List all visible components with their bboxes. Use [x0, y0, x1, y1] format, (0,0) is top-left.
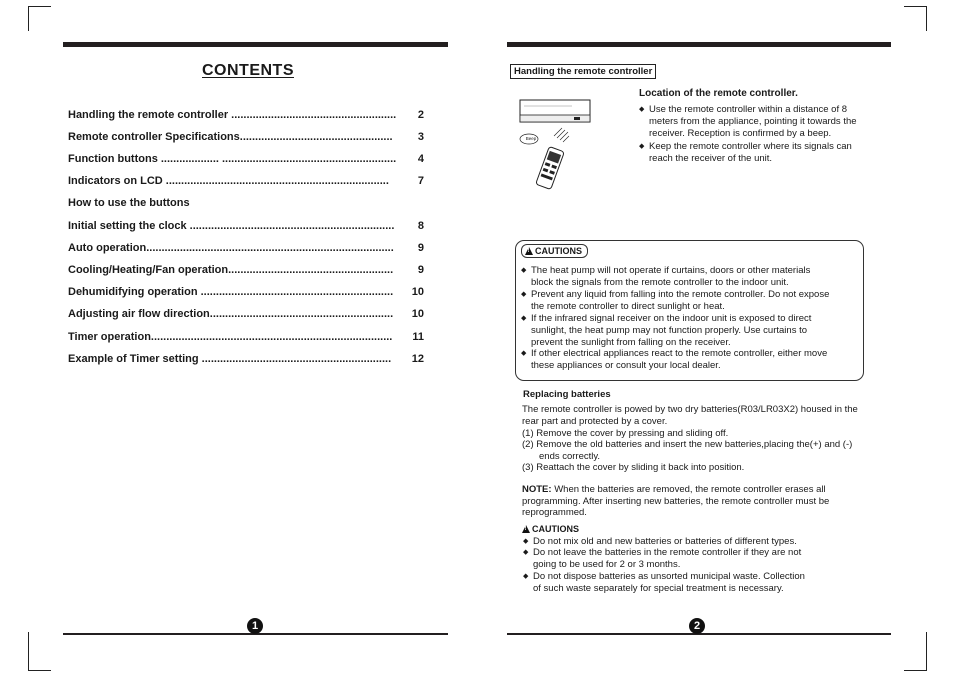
- toc-row: [68, 286, 424, 300]
- replacing-line: rear part and protected by a cover.: [522, 416, 668, 427]
- crop-mark-bottom-right: [904, 632, 927, 671]
- bullet-text: Keep the remote controller where its signals can reach the receiver of the unit.: [649, 141, 852, 164]
- bullet-diamond-icon: ◆: [523, 538, 529, 545]
- bullet-text: If the infrared signal receiver on the indoor unit is exposed to direct sunlight, the heat pump may not function properly. Use curtains to prevent the sunlight from falling on the receiver.: [531, 313, 812, 348]
- page-number-1: 1: [247, 618, 263, 634]
- toc-label: Adjusting air flow direction............................................................: [68, 308, 394, 320]
- bullet-text: The heat pump will not operate if curtains, doors or other materials block the signals from the remote controller to the indoor unit.: [531, 265, 811, 288]
- note-paragraph: [522, 484, 829, 519]
- toc-label: How to use the buttons: [68, 197, 190, 209]
- bullet-item: [639, 104, 899, 139]
- bullet-item: [521, 348, 866, 372]
- toc-row: [68, 109, 424, 123]
- toc-label: Handling the remote controller ......................................................: [68, 109, 397, 121]
- crop-mark-bottom-left: [28, 632, 51, 671]
- beep-label: Beep: [525, 136, 537, 141]
- bullet-diamond-icon: ◆: [521, 350, 527, 357]
- toc-page-number: 10: [406, 286, 424, 298]
- bullet-diamond-icon: ◆: [521, 267, 527, 274]
- signal-rays-icon: [554, 128, 569, 142]
- bullet-item: [521, 265, 866, 289]
- bullet-text: If other electrical appliances react to the remote controller, either move these appliances or consult your local dealer.: [531, 348, 828, 371]
- bullet-diamond-icon: ◆: [521, 291, 527, 298]
- toc-row: [68, 131, 424, 145]
- contents-title: CONTENTS: [202, 62, 294, 79]
- toc-row: [68, 197, 424, 211]
- toc-label: Initial setting the clock ...................................................................: [68, 220, 395, 232]
- page-number-2: 2: [689, 618, 705, 634]
- toc-label: Function buttons ................... .........................................................: [68, 153, 397, 165]
- bullet-diamond-icon: ◆: [639, 106, 645, 113]
- toc-page-number: 4: [412, 153, 424, 165]
- toc-label: Cooling/Heating/Fan operation......................................................: [68, 264, 394, 276]
- bullet-text: Do not dispose batteries as unsorted municipal waste. Collection of such waste separately for special treatment is necessary.: [533, 571, 805, 594]
- note-text-2: programming. After inserting new batteries, the remote controller must be: [522, 495, 830, 507]
- note-label: NOTE:: [522, 484, 552, 495]
- cautions2-heading: [522, 524, 579, 534]
- left-top-bar: [63, 42, 448, 47]
- replacing-line: ends correctly.: [539, 451, 601, 462]
- crop-mark-top-left: [28, 6, 51, 31]
- toc-row: [68, 153, 424, 167]
- crop-mark-top-right: [904, 6, 927, 31]
- bullet-text: Do not mix old and new batteries or batteries of different types.: [533, 536, 797, 547]
- toc-page-number: 2: [412, 109, 424, 121]
- toc-page-number: 8: [412, 220, 424, 232]
- toc-page-number: 9: [412, 264, 424, 276]
- indoor-unit-icon: [520, 100, 590, 122]
- location-heading: Location of the remote controller.: [639, 88, 798, 99]
- bullet-diamond-icon: ◆: [639, 143, 645, 150]
- toc-page-number: 3: [412, 131, 424, 143]
- toc-row: [68, 175, 424, 189]
- toc-row: [68, 264, 424, 278]
- bullet-diamond-icon: ◆: [523, 573, 529, 580]
- toc-row: [68, 353, 424, 367]
- replacing-line: (2) Remove the old batteries and insert the new batteries,placing the(+) and (-): [522, 439, 853, 450]
- toc-page-number: 12: [406, 353, 424, 365]
- warning-icon-2: [522, 525, 530, 533]
- remote-illustration: [512, 96, 602, 196]
- section-tag: Handling the remote controller: [510, 64, 656, 79]
- replacing-line: The remote controller is powed by two dry batteries(R03/LR03X2) housed in the: [522, 404, 858, 415]
- replacing-heading: Replacing batteries: [523, 389, 611, 400]
- bullet-item: [523, 547, 853, 571]
- toc-row: [68, 242, 424, 256]
- toc-label: Auto operation.................................................................................: [68, 242, 394, 254]
- toc-page-number: 7: [412, 175, 424, 187]
- toc-row: [68, 331, 424, 345]
- bullet-item: [639, 141, 899, 165]
- replacing-line: (1) Remove the cover by pressing and sliding off.: [522, 428, 729, 439]
- replacing-line: (3) Reattach the cover by sliding it back into position.: [522, 462, 745, 473]
- toc-page-number: 9: [412, 242, 424, 254]
- bullet-diamond-icon: ◆: [521, 315, 527, 322]
- bullet-item: [521, 313, 866, 348]
- bullet-item: [523, 571, 853, 595]
- toc-page-number: 10: [406, 308, 424, 320]
- toc-label: Indicators on LCD .........................................................................: [68, 175, 389, 187]
- bullet-text: Use the remote controller within a distance of 8 meters from the appliance, pointing it towards the receiver. Reception is confirmed by a beep.: [649, 104, 857, 139]
- bullet-item: [521, 289, 866, 313]
- bullet-diamond-icon: ◆: [523, 549, 529, 556]
- toc-label: Timer operation...............................................................................: [68, 331, 393, 343]
- cautions2-label: CAUTIONS: [532, 524, 579, 534]
- bullet-text: Prevent any liquid from falling into the remote controller. Do not expose the remote controller to direct sunlight or heat.: [531, 289, 830, 312]
- toc-label: Remote controller Specifications..................................................: [68, 131, 393, 143]
- cautions-tag: [521, 244, 588, 258]
- note-text-3: reprogrammed.: [522, 507, 587, 519]
- note-text-1: When the batteries are removed, the remote controller erases all: [551, 484, 826, 495]
- warning-icon: [525, 247, 533, 255]
- toc-row: [68, 220, 424, 234]
- toc-page-number: 11: [406, 331, 424, 343]
- toc-row: [68, 308, 424, 322]
- cautions-label: CAUTIONS: [535, 246, 582, 256]
- right-top-bar: [507, 42, 891, 47]
- remote-controller-icon: [536, 146, 565, 189]
- bullet-text: Do not leave the batteries in the remote controller if they are not going to be used for 2 or 3 months.: [533, 547, 802, 570]
- toc-label: Dehumidifying operation ...............................................................: [68, 286, 394, 298]
- toc-label: Example of Timer setting ..............................................................: [68, 353, 392, 365]
